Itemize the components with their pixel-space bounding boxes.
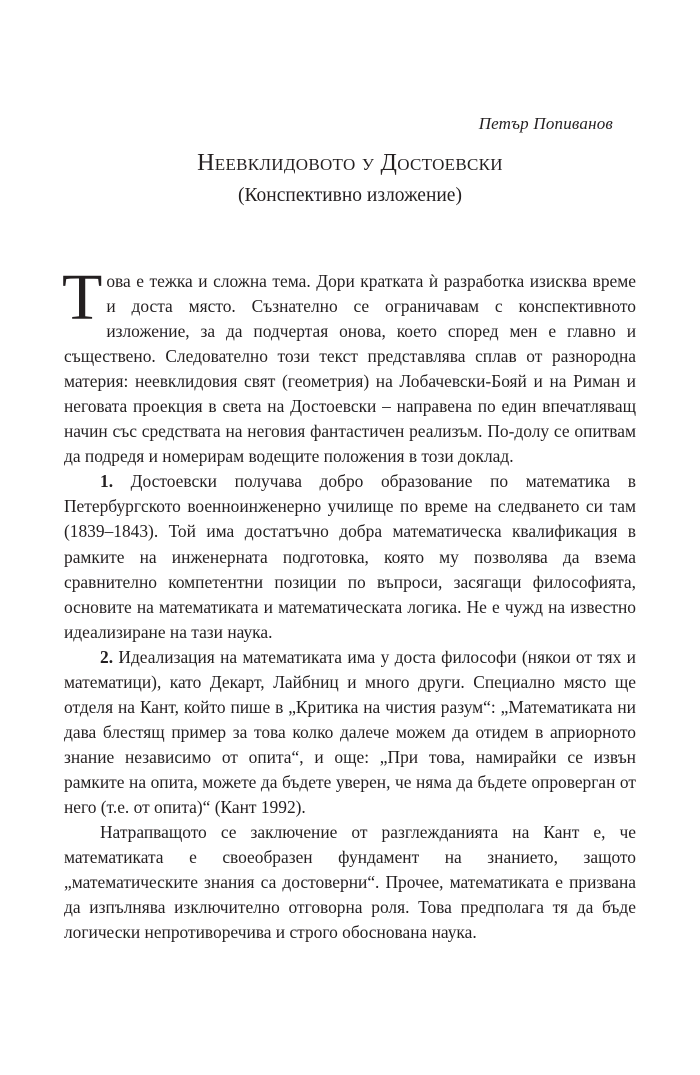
paragraph-number: 1. [100, 471, 114, 492]
drop-cap: Т [62, 261, 103, 334]
article-body [62, 261, 636, 945]
paragraph-text: Идеализация на математиката има у доста философи (някои от тях и математици), като Декарт, Лайбниц и много други. Специално място ще отделя на Кант, който пише в „Критика на чистия разум“: „Математиката ни дава блестящ пример за това колко далече можем да отидем в априорното знание независимо от опита“, и още: „При това, намирайки се извън рамките на опита, можете да бъдете уверен, че няма да бъдете опроверган от него (т.е. от опита)“ (Кант 1992). [64, 646, 636, 817]
paragraph-text: Достоевски получава добро образование по математика в Петербургското военноинженерно училище по време на следването си там (1839–1843). Той има достатъчно добра математическа квалификация в рамките на инженерната подготовка, която му позволява да взема сравнително компетентни позиции по въпроси, засягащи философията, основите на математиката и математическата логика. Не е чужд на известно идеализиране на тази наука. [64, 471, 636, 642]
paragraph-text: ова е тежка и сложна тема. Дори кратката ѝ разработка изисква време и доста място. Съзнателно се ограничавам с конспективното изложение, за да подчертая онова, което според мен е главно и съществено. Следователно този текст представлява сплав от разнородна материя: неевклидовия свят (геометрия) на Лобачевски-Бояй и на Риман и неговата проекция в света на Достоевски – направена по един впечатляващ начин със средствата на неговия фантастичен реализъм. По-долу се опитвам да подредя и номерирам водещите положения в този доклад. [64, 271, 636, 467]
paragraph-text: Натрапващото се заключение от разглежданията на Кант е, че математиката е своеобразен фундамент на знанието, защото „математическите знания са достоверни“. Прочее, математиката е призвана да изпълнява изключително отговорна роля. Това предполага тя да бъде логически непротиворечива и строго обоснована наука. [64, 822, 636, 943]
article-subtitle: (Конспективно изложение) [238, 185, 462, 206]
paragraph-conclusion [64, 820, 636, 945]
paragraph-1 [64, 469, 636, 644]
author-name: Петър Попиванов [478, 114, 613, 133]
paragraph-2 [64, 645, 636, 820]
article-title: Неевклидовото у Достоевски [197, 150, 503, 176]
paragraph-intro [62, 261, 636, 469]
paragraph-number: 2. [100, 646, 114, 667]
